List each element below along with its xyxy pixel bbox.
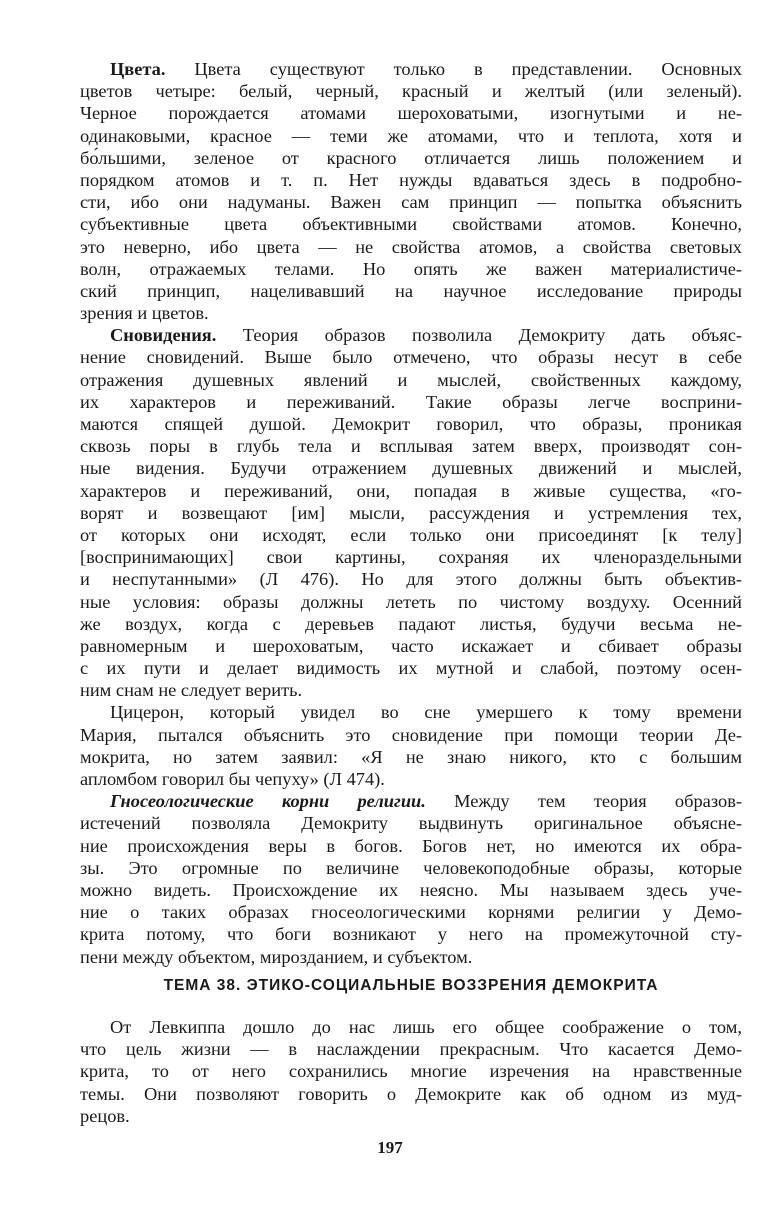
text-line: ние происхождения веры в богов. Богов нет, но имеются их обра- [80,835,742,856]
text-line: [воспринимающих] свои картины, сохраняя их членораздельными [80,547,742,568]
text-line: субъективные цвета объективными свойствами атомов. Конечно, [80,214,742,235]
text-line: От Левкиппа дошло до нас лишь его общее соображение о том, [110,1017,742,1037]
text-line: ние о таких образах гносеологическими корнями религии у Демо- [80,902,742,923]
text-line: мокрита, но затем заявил: «Я не знаю никого, кто с большим [80,746,742,767]
text-line: отражения душевных явлений и мыслей, свойственных каждому, [80,369,742,390]
section-heading: ТЕМА 38. ЭТИКО-СОЦИАЛЬНЫЕ ВОЗЗРЕНИЯ ДЕМОКРИТА [163,977,659,994]
text-line: это неверно, ибо цвета — не свойства атомов, а свойства световых [80,236,742,257]
text-line: Мария, пытался объяснить это сновидение при помощи теории Де- [80,724,742,745]
text-line: одинаковыми, красное — теми же атомами, что и теплота, хотя и [80,125,742,146]
text-line: темы. Они позволяют говорить о Демокрите как об одном из муд- [80,1083,742,1104]
text-line: с их пути и делает видимость их мутной и слабой, поэтому осен- [80,658,742,679]
text-line: ворят и возвещают [им] мысли, рассуждения и устремления тех, [80,502,742,523]
run-in-heading: Сновидения. [110,325,217,346]
text-line: Гносеологические корни религии. Между тем теория образов- [110,791,742,812]
text-line: сквозь поры в глубь тела и всплывая затем вверх, производят сон- [80,436,742,457]
text-line: порядком атомов и т. п. Нет нужды вдаваться здесь в подробно- [80,169,742,190]
text-line: зы. Это огромные по величине человекоподобные образы, которые [80,857,742,878]
text-line: сти, ибо они надуманы. Важен сам принцип — попытка объяснить [80,192,742,213]
text-line: цветов четыре: белый, черный, красный и желтый (или зеленый). [80,81,742,102]
page-number: 197 [377,1138,403,1157]
text-line: и неспутанными» (Л 476). Но для этого должны быть объектив- [80,569,742,590]
text-line: волн, отражаемых телами. Но опять же важен материалистиче- [80,258,742,279]
text-line: истечений позволяла Демокриту выдвинуть оригинальное объясне- [80,813,742,834]
text-line: Черное порождается атомами шероховатыми, изогнутыми и не- [80,103,742,124]
text-line: от которых они исходят, если только они присоединят [к телу] [80,524,742,545]
text-line: ним снам не следует верить. [80,680,303,701]
text-line: ский принцип, нацеливавший на научное исследование природы [80,280,742,301]
text-line: Цвета. Цвета существуют только в представлении. Основных [110,59,742,79]
text-line: маются спящей душой. Демокрит говорил, что образы, проникая [80,414,742,434]
text-line: Сновидения. Теория образов позволила Демокриту дать объяс- [110,325,742,346]
text-line: рецов. [80,1105,130,1126]
text-line: ные видения. Будучи отражением душевных движений и мыслей, [80,458,742,479]
text-line: ные условия: образы должны лететь по чистому воздуху. Осенний [80,591,742,612]
text-line: апломбом говорил бы чепуху» (Л 474). [80,769,385,789]
text-line: Цицерон, который увидел во сне умершего к тому времени [110,702,742,723]
text-line: зрения и цветов. [80,303,209,324]
text-line: же воздух, когда с деревьев падают листья, будучи весьма не- [80,613,742,634]
run-in-heading: Цвета. [110,59,166,79]
run-in-heading: Гносеологические корни религии. [110,791,426,812]
text-line: их характеров и переживаний. Такие образы легче восприни- [80,391,742,412]
text-line: пени между объектом, мирозданием, и субъектом. [80,946,473,967]
text-line: крита потому, что боги возникают у него на промежуточной сту- [80,924,742,945]
text-line: что цель жизни — в наслаждении прекрасным. Что касается Демо- [80,1039,742,1060]
text-line: крита, то от него сохранились многие изречения на нравственные [80,1061,742,1082]
text-line: можно видеть. Происхождение их неясно. Мы называем здесь уче- [80,879,742,900]
text-line: нение сновидений. Выше было отмечено, что образы несут в себе [80,347,742,368]
text-line: бо́льшими, зеленое от красного отличается лишь положением и [80,147,742,168]
main-text [80,58,742,968]
text-line: равномерным и шероховатым, часто искажает и сбивает образы [80,635,742,656]
section-text [80,1016,742,1127]
text-line: характеров и переживаний, они, попадая в живые существа, «го- [80,480,742,501]
